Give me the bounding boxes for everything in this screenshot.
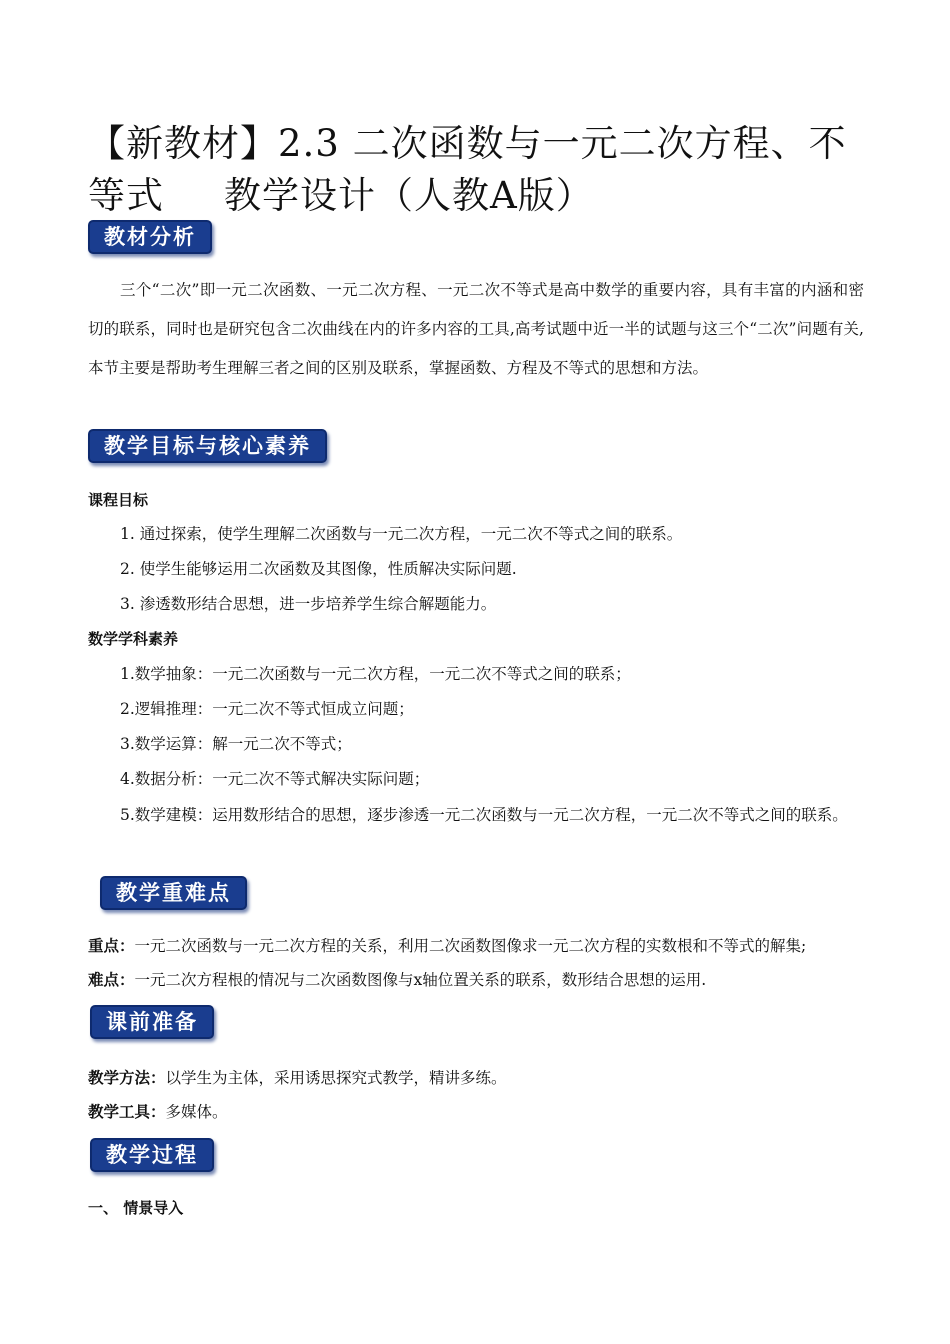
difficulty-line [88, 968, 706, 992]
course-goals-heading: 课程目标 [88, 491, 149, 509]
section-badge-goals: 教学目标与核心素养 [88, 429, 327, 463]
course-goal-item-1: 1. 通过探索，使学生理解二次函数与一元二次方程，一元二次不等式之间的联系。 [120, 525, 683, 543]
title-line-1: 【新教材】2.3 二次函数与一元二次方程、不 [88, 122, 847, 165]
section-badge-analysis: 教材分析 [88, 220, 212, 254]
method-text: 以学生为主体，采用诱思探究式教学，精讲多练。 [165, 1069, 507, 1087]
analysis-paragraph: 三个“二次”即一元二次函数、一元二次方程、一元二次不等式是高中数学的重要内容，具有丰富的内涵和密切的联系，同时也是研究包含二次曲线在内的许多内容的工具,高考试题中近一半的试题与这三个“二次”问题有关,本节主要是帮助考生理解三者之间的区别及联系，掌握函数、方程及不等式的思想和方法。 [88, 281, 864, 377]
difficulty-label: 难点： [88, 971, 135, 989]
process-step-1: 一、 情景导入 [88, 1199, 184, 1217]
title-line-2a: 等式 [88, 174, 164, 217]
course-goal-item-3: 3. 渗透数形结合思想，进一步培养学生综合解题能力。 [120, 595, 497, 613]
title-line-2b: 教学设计（人教A版） [224, 174, 594, 217]
course-goal-item-2: 2. 使学生能够运用二次函数及其图像，性质解决实际问题. [120, 560, 517, 578]
tool-line [88, 1100, 228, 1124]
tool-label: 教学工具： [88, 1103, 166, 1121]
literacy-item-3: 3.数学运算：解一元二次不等式； [120, 735, 352, 753]
literacy-heading: 数学学科素养 [88, 630, 179, 648]
literacy-item-2: 2.逻辑推理：一元二次不等式恒成立问题； [120, 700, 414, 718]
literacy-item-4: 4.数据分析：一元二次不等式解决实际问题； [120, 770, 430, 788]
method-label: 教学方法： [88, 1069, 166, 1087]
section-badge-keypoints: 教学重难点 [100, 876, 247, 910]
document-title [88, 118, 878, 222]
literacy-item-1: 1.数学抽象：一元二次函数与一元二次方程，一元二次不等式之间的联系； [120, 665, 631, 683]
section-badge-prep: 课前准备 [90, 1005, 214, 1039]
method-line [88, 1066, 507, 1090]
difficulty-text: 一元二次方程根的情况与二次函数图像与x轴位置关系的联系，数形结合思想的运用. [134, 971, 707, 989]
section-badge-process: 教学过程 [90, 1138, 214, 1172]
focus-text: 一元二次函数与一元二次方程的关系，利用二次函数图像求一元二次方程的实数根和不等式的解集; [134, 937, 807, 955]
tool-text: 多媒体。 [165, 1103, 228, 1121]
focus-label: 重点： [88, 937, 135, 955]
focus-line [88, 934, 806, 958]
literacy-item-5: 5.数学建模：运用数形结合的思想，逐步渗透一元二次函数与一元二次方程，一元二次不等式之间的联系。 [120, 806, 848, 824]
